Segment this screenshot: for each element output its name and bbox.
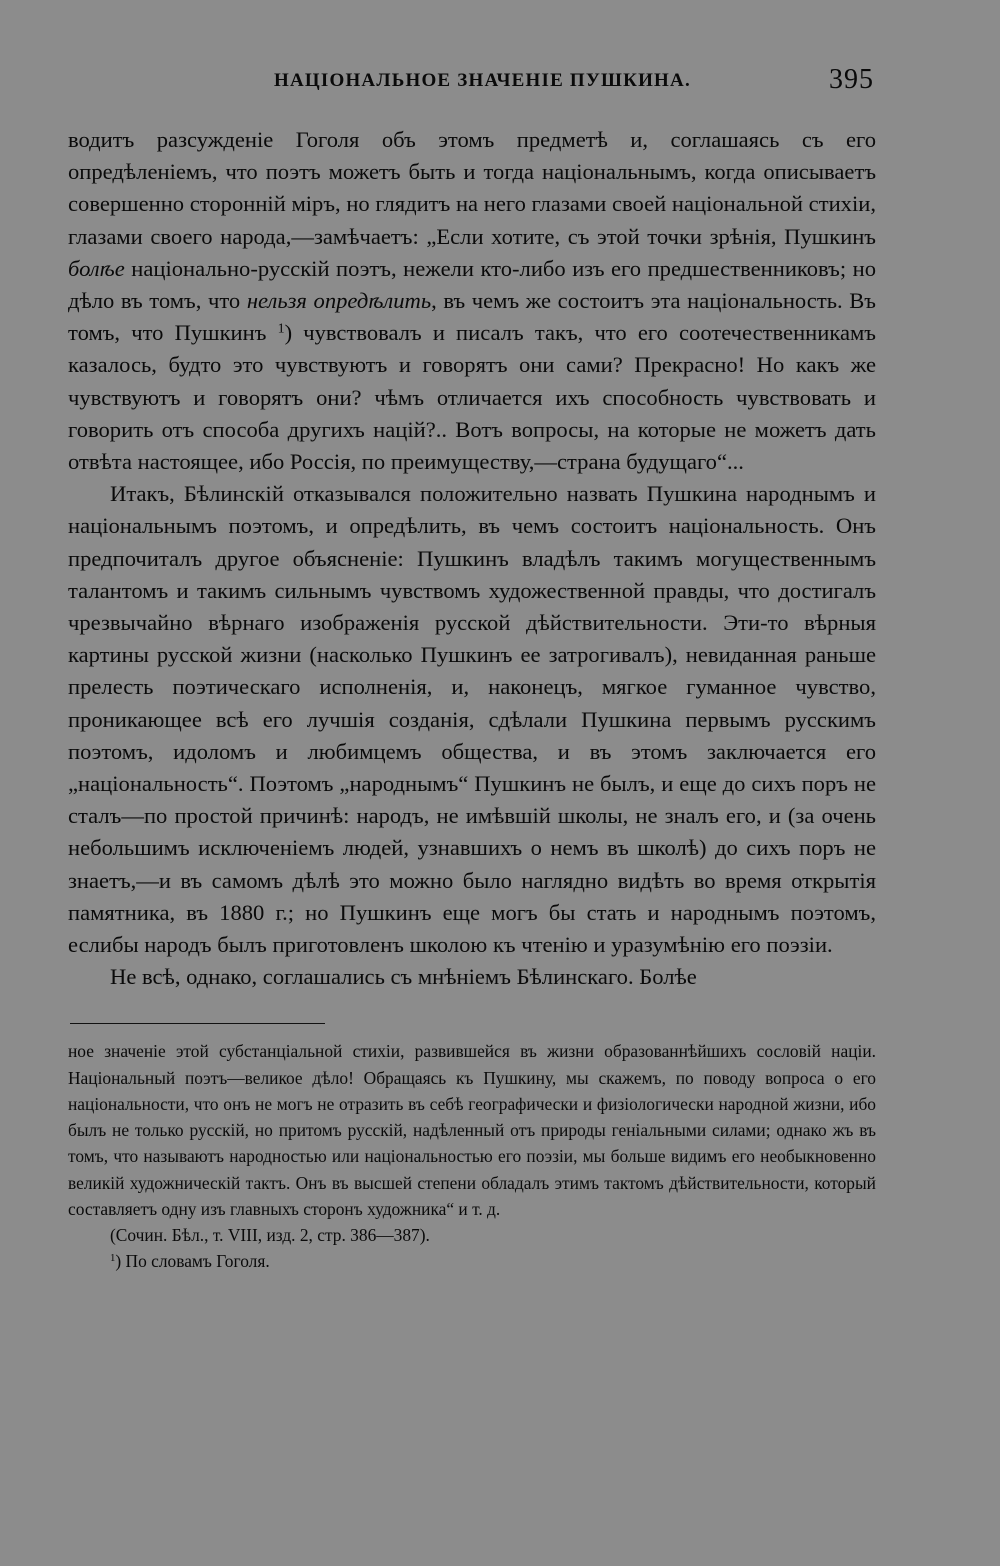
paragraph-text: ) чувствовалъ и писалъ такъ, что его соотечественникамъ казалось, будто это чувствуютъ и говорятъ они сами? Прекрасно! Но какъ же чувствуютъ и говорятъ они? чѣмъ отличается ихъ способность чувствовать и говорить отъ способа другихъ націй?.. Вотъ вопросы, на которые не можетъ дать отвѣта настоящее, ибо Россія, по преимуществу,—страна будущаго“... — [68, 320, 876, 475]
italic-emphasis: болѣе — [68, 255, 125, 281]
footnote-text: ) По словамъ Гоголя. — [115, 1251, 270, 1272]
paragraph-text: водитъ разсужденіе Гоголя объ этомъ предметѣ и, соглашаясь съ его опредѣленіемъ, что поэтъ можетъ быть и тогда національнымъ, когда описываетъ совершенно сторонній міръ, но глядитъ на него глазами своей національной стихіи, глазами своего народа,—замѣчаетъ: „Если хотите, съ этой точки зрѣнія, Пушкинъ — [68, 127, 876, 249]
running-head — [68, 62, 876, 102]
book-page — [68, 62, 876, 1274]
footnote-continuation: ное значеніе этой субстанціальной стихіи, развившейся въ жизни образованнѣйшихъ сословій націи. Національный поэтъ—великое дѣло! Обращаясь къ Пушкину, мы скажемъ, по поводу вопроса о его національности, что онъ не могъ не отразить въ себѣ географически и физіологически народной жизни, ибо былъ не только русскій, но притомъ русскій, надѣленный отъ природы геніальными силами; однако жъ въ томъ, что называютъ народностью или національностью его поэзіи, мы больше видимъ его необыкновенно великій художническій тактъ. Онъ въ высшей степени обладалъ этимъ тактомъ дѣйствительности, который составляетъ одну изъ главныхъ сторонъ художника“ и т. д. — [68, 1041, 876, 1219]
footnote — [68, 1248, 876, 1274]
footnote-marker: 1 — [110, 1252, 116, 1265]
italic-emphasis: нельзя опредѣлить — [246, 288, 432, 314]
paragraph: Не всѣ, однако, соглашались съ мнѣніемъ Бѣлинскаго. Болѣе — [110, 964, 697, 990]
footnote-reference: 1 — [277, 321, 285, 337]
running-title: НАЦІОНАЛЬНОЕ ЗНАЧЕНІЕ ПУШКИНА. — [274, 70, 691, 91]
footnotes — [68, 1038, 876, 1274]
paragraph: Итакъ, Бѣлинскій отказывался положительно назвать Пушкина народнымъ и національнымъ поэтомъ, и опредѣлить, въ чемъ состоитъ національность. Онъ предпочиталъ другое объясненіе: Пушкинъ владѣлъ такимъ могущественнымъ талантомъ и такимъ сильнымъ чувствомъ художественной правды, что достигалъ чрезвычайно вѣрнаго изображенія русской дѣйствительности. Эти-то вѣрныя картины русской жизни (насколько Пушкинъ ее затрогивалъ), невиданная раньше прелесть поэтическаго исполненія, и, наконецъ, мягкое гуманное чувство, проникающее всѣ его лучшія созданія, сдѣлали Пушкина первымъ русскимъ поэтомъ, идоломъ и любимцемъ общества, и въ этомъ заключается его „національность“. Поэтомъ „народнымъ“ Пушкинъ не былъ, и еще до сихъ поръ не сталъ—по простой причинѣ: народъ, не имѣвшій школы, не зналъ его, и (за очень небольшимъ исключеніемъ людей, узнавшихъ о немъ въ школѣ) до сихъ поръ не знаетъ,—и въ самомъ дѣлѣ это можно было наглядно видѣть во время открытія памятника, въ 1880 г.; но Пушкинъ еще могъ бы стать и народнымъ поэтомъ, еслибы народъ былъ приготовленъ школою къ чтенію и уразумѣнію его поэзіи. — [68, 481, 876, 958]
page-number: 395 — [829, 64, 874, 95]
paragraph-continuation — [68, 124, 876, 478]
footnote-citation: (Сочин. Бѣл., т. VIII, изд. 2, стр. 386—387). — [110, 1224, 430, 1245]
paragraph-text: , въ чемъ же состоитъ эта національность. Въ томъ, что Пушкинъ — [68, 288, 876, 346]
footnote-divider — [70, 1023, 325, 1024]
paragraph-text: національно-русскій поэтъ, нежели кто-либо изъ его предшественниковъ; но дѣло въ томъ, что — [68, 255, 876, 314]
main-text — [68, 124, 876, 993]
